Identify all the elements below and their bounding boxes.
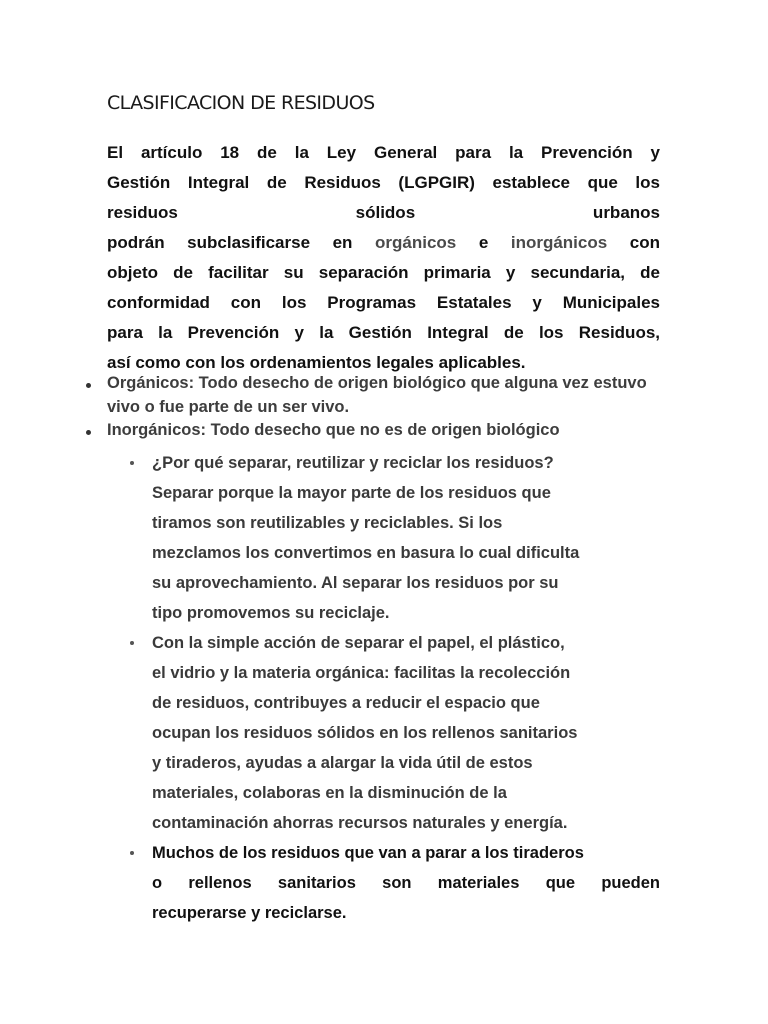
list-item-text: Inorgánicos: Todo desecho que no es de origen biológico	[107, 421, 560, 439]
intro-line: conformidad con los Programas Estatales y Municipales	[107, 293, 660, 312]
sub-list-item	[152, 448, 660, 628]
bullet-dot-icon	[130, 461, 134, 465]
sub-list-item	[152, 628, 660, 838]
intro-line: objeto de facilitar su separación primaria y secundaria, de	[107, 263, 660, 282]
bullet-dot-icon	[86, 383, 91, 388]
intro-line: Gestión Integral de Residuos (LGPGIR) establece que los	[107, 173, 660, 192]
intro-paragraph	[107, 138, 660, 378]
sub-list-line: Con la simple acción de separar el papel, el plástico,	[152, 634, 565, 652]
keyword-organicos: orgánicos	[375, 233, 457, 252]
sub-bullet-list	[152, 448, 660, 928]
bullet-dot-icon	[86, 430, 91, 435]
intro-line: para la Prevención y la Gestión Integral de los Residuos,	[107, 323, 660, 342]
bullet-dot-icon	[130, 851, 134, 855]
list-item-text: Orgánicos: Todo desecho de origen biológico que alguna vez estuvo vivo o fue parte de un ser vivo.	[107, 374, 647, 416]
sub-list-line: y tiraderos, ayudas a alargar la vida útil de estos	[152, 754, 533, 772]
intro-text: podrán subclasificarse en	[107, 233, 375, 252]
sub-list-line: ocupan los residuos sólidos en los rellenos sanitarios	[152, 724, 578, 742]
sub-list-line: Muchos de los residuos que van a parar a los tiraderos	[152, 844, 584, 862]
intro-line: El artículo 18 de la Ley General para la Prevención y	[107, 143, 660, 162]
intro-text: e	[456, 233, 511, 252]
intro-line: así como con los ordenamientos legales aplicables.	[107, 353, 526, 372]
sub-list-line: tiramos son reutilizables y reciclables. Si los	[152, 514, 503, 532]
sub-list-line: tipo promovemos su reciclaje.	[152, 604, 390, 622]
bullet-dot-icon	[130, 641, 134, 645]
list-item	[107, 372, 667, 419]
sub-list-line: contaminación ahorras recursos naturales y energía.	[152, 814, 568, 832]
sub-list-line: de residuos, contribuyes a reducir el espacio que	[152, 694, 540, 712]
sub-list-line: recuperarse y reciclarse.	[152, 904, 347, 922]
intro-line-keywords	[107, 228, 660, 258]
page-title: CLASIFICACION DE RESIDUOS	[107, 92, 375, 114]
sub-list-line: o rellenos sanitarios son materiales que pueden	[152, 874, 660, 892]
sub-list-line: su aprovechamiento. Al separar los residuos por su	[152, 574, 559, 592]
sub-list-line: materiales, colaboras en la disminución de la	[152, 784, 507, 802]
sub-list-line: mezclamos los convertimos en basura lo cual dificulta	[152, 544, 580, 562]
sub-list-item	[152, 838, 660, 928]
list-item	[107, 419, 667, 443]
sub-list-line: ¿Por qué separar, reutilizar y reciclar los residuos?	[152, 454, 554, 472]
intro-line: residuos sólidos urbanos	[107, 203, 660, 222]
sub-list-line: el vidrio y la materia orgánica: facilitas la recolección	[152, 664, 571, 682]
bullet-list	[107, 372, 667, 443]
intro-text: con	[607, 233, 660, 252]
keyword-inorganicos: inorgánicos	[510, 233, 608, 252]
sub-list-line: Separar porque la mayor parte de los residuos que	[152, 484, 551, 502]
